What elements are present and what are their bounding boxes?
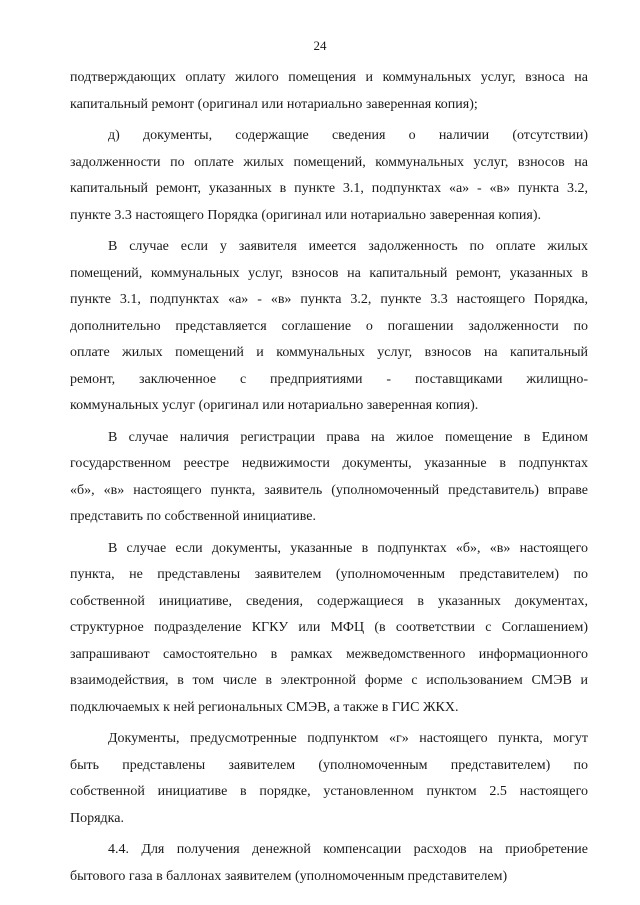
text-line: задолженности по оплате жилых помещений, коммунальных услуг, взносов на (70, 154, 588, 170)
text-line: оплате жилых помещений и коммунальных услуг, взносов на капитальный (70, 345, 588, 360)
text-line: коммунальных услуг (оригинал или нотариально заверенная копия). (70, 398, 479, 413)
text-line: подтверждающих оплату жилого помещения и коммунальных услуг, взноса на (70, 70, 588, 85)
paragraph (70, 123, 588, 229)
text-line: государственном реестре недвижимости документы, указанные в подпунктах (70, 456, 588, 471)
text-line: подключаемых к ней региональных СМЭВ, а также в ГИС ЖКХ. (70, 699, 459, 715)
text-line: В случае если у заявителя имеется задолженность по оплате жилых (108, 239, 588, 254)
page-number: 24 (313, 38, 327, 53)
paragraph (70, 726, 588, 832)
text-line: собственной инициативе, сведения, содержащиеся в указанных документах, (70, 593, 588, 609)
text-line: Документы, предусмотренные подпунктом «г» настоящего пункта, могут (108, 731, 588, 746)
paragraph (70, 65, 588, 118)
document-body (70, 65, 588, 895)
text-line: представить по собственной инициативе. (70, 509, 317, 524)
text-line: помещений, коммунальных услуг, взносов на капитальный ремонт, указанных в (70, 265, 588, 281)
text-line: ремонт, заключенное с предприятиями - поставщиками жилищно- (70, 371, 588, 387)
text-line: пункта, не представлены заявителем (уполномоченным представителем) по (70, 567, 588, 582)
text-line: быть представлены заявителем (уполномоченным представителем) по (70, 757, 588, 773)
text-line: пункте 3.3 настоящего Порядка (оригинал или нотариально заверенная копия). (70, 207, 542, 223)
text-line: д) документы, содержащие сведения о наличии (отсутствии) (108, 128, 588, 143)
text-line: собственной инициативе в порядке, установленном пунктом 2.5 настоящего (70, 784, 588, 799)
text-line: пункте 3.1, подпунктах «а» - «в» пункта 3.2, пункте 3.3 настоящего Порядка, (70, 292, 588, 307)
text-line: дополнительно представляется соглашение о погашении задолженности по (70, 318, 588, 334)
text-line: В случае если документы, указанные в подпунктах «б», «в» настоящего (108, 540, 588, 556)
paragraph (70, 234, 588, 420)
text-line: Порядка. (70, 810, 124, 826)
paragraph (70, 837, 588, 890)
text-line: «б», «в» настоящего пункта, заявитель (уполномоченный представитель) вправе (70, 482, 588, 498)
text-line: бытового газа в баллонах заявителем (уполномоченным представителем) (70, 868, 508, 884)
text-line: 4.4. Для получения денежной компенсации расходов на приобретение (108, 842, 588, 857)
text-line: запрашивают самостоятельно в рамках межведомственного информационного (70, 646, 588, 662)
text-line: В случае наличия регистрации права на жилое помещение в Едином (108, 429, 588, 445)
paragraph (70, 536, 588, 722)
text-line: структурное подразделение КГКУ или МФЦ (в соответствии с Соглашением) (70, 620, 588, 635)
text-line: взаимодействия, в том числе в электронной форме с использованием СМЭВ и (70, 673, 588, 688)
paragraph (70, 425, 588, 531)
text-line: капитальный ремонт (оригинал или нотариально заверенная копия); (70, 96, 478, 112)
text-line: капитальный ремонт, указанных в пункте 3.1, подпунктах «а» - «в» пункта 3.2, (70, 181, 588, 196)
